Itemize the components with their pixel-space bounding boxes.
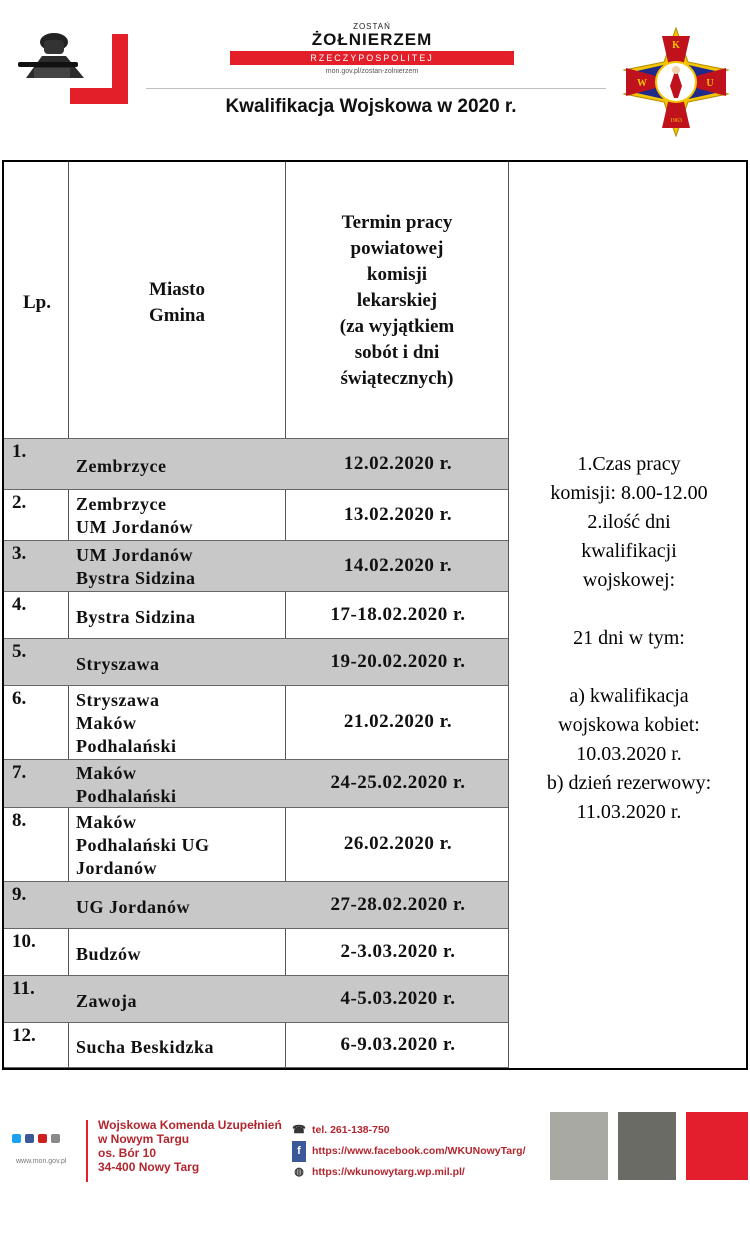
- column-divider: [508, 162, 509, 1068]
- banner-red-bar: RZECZYPOSPOLITEJ: [230, 51, 514, 65]
- row-city-line: Budzów: [76, 944, 142, 964]
- row-number: 1.: [12, 441, 27, 462]
- row-city: [76, 544, 286, 590]
- header-divider: [146, 88, 606, 89]
- phone-icon: ☎: [292, 1124, 306, 1136]
- row-number: 12.: [12, 1025, 36, 1046]
- row-date: 26.02.2020 r.: [343, 833, 453, 854]
- row-date: 19-20.02.2020 r.: [330, 650, 466, 672]
- row-number: 3.: [12, 543, 27, 564]
- row-number: 6.: [12, 688, 27, 709]
- row-date: 14.02.2020 r.: [343, 554, 453, 576]
- row-city-line: Maków: [76, 811, 137, 832]
- row-city: [76, 493, 286, 539]
- table-row: [4, 439, 508, 490]
- note-line: b) dzień rezerwowy:: [546, 772, 712, 794]
- phone-contact: [292, 1120, 526, 1141]
- zostan-zolnierzem-banner: [230, 22, 514, 86]
- row-city: [76, 606, 286, 629]
- emblem-letter-u: U: [706, 78, 714, 89]
- table-row: [4, 541, 508, 592]
- soldier-icon: [14, 28, 94, 88]
- table-row: [4, 808, 508, 882]
- row-city-line: Stryszawa: [76, 654, 160, 674]
- note-line: komisji: 8.00-12.00: [550, 482, 708, 504]
- row-city: [76, 653, 286, 676]
- row-city-line: Zembrzyce: [76, 493, 167, 514]
- address-line: 34-400 Nowy Targ: [98, 1160, 200, 1174]
- row-city-line: UM Jordanów: [76, 516, 193, 537]
- note-line: wojskowej:: [582, 569, 676, 591]
- banner-big-text: ŻOŁNIERZEM: [311, 30, 433, 49]
- mon-url: www.mon.gov.pl: [16, 1158, 67, 1165]
- address-line: os. Bór 10: [98, 1146, 157, 1160]
- row-number: 2.: [12, 492, 27, 513]
- note-line: 1.Czas pracy: [577, 453, 681, 475]
- facebook-contact[interactable]: [292, 1141, 526, 1162]
- color-square-light-gray: [550, 1112, 608, 1180]
- row-city-line: Bystra Sidzina: [76, 607, 196, 627]
- header-term-line: lekarskiej: [356, 290, 438, 311]
- footer-address: [98, 1118, 282, 1174]
- header-lp: Lp.: [23, 292, 51, 313]
- globe-icon: ◍: [294, 1166, 304, 1178]
- row-city-line: Zawoja: [76, 991, 137, 1011]
- row-date: 27-28.02.2020 r.: [330, 893, 466, 915]
- row-city: [76, 689, 286, 758]
- row-city-line: Sucha Beskidzka: [76, 1037, 215, 1057]
- note-spacer: [510, 653, 748, 682]
- row-city: [76, 455, 286, 478]
- row-city-line: Zembrzyce: [76, 456, 167, 476]
- note-line: 21 dni w tym:: [573, 627, 685, 649]
- soldier-logo: [14, 28, 128, 104]
- row-date: 6-9.03.2020 r.: [340, 1033, 456, 1055]
- row-city: [76, 811, 286, 880]
- website-contact[interactable]: [292, 1162, 526, 1183]
- flickr-icon: [51, 1134, 60, 1143]
- row-city-line: Podhalański UG: [76, 834, 210, 855]
- facebook-icon: [25, 1134, 34, 1143]
- website-link[interactable]: https://wkunowytarg.wp.mil.pl/: [312, 1166, 465, 1178]
- color-square-dark-gray: [618, 1112, 676, 1180]
- table-row: [4, 592, 508, 639]
- row-number: 11.: [12, 978, 35, 999]
- facebook-link[interactable]: https://www.facebook.com/WKUNowyTarg/: [312, 1145, 526, 1157]
- header-city-line: Gmina: [149, 305, 205, 326]
- table-row: [4, 686, 508, 760]
- footer-contacts: [292, 1120, 526, 1183]
- header-term-line: Termin pracy: [341, 212, 453, 233]
- row-city-line: UM Jordanów: [76, 544, 193, 565]
- header-term-line: świątecznych): [340, 368, 454, 389]
- table-row: [4, 976, 508, 1023]
- table-row: [4, 882, 508, 929]
- page-footer: [0, 1100, 750, 1190]
- row-city: [76, 1036, 286, 1059]
- note-line: kwalifikacji: [581, 540, 677, 562]
- row-city-line: Maków: [76, 712, 137, 733]
- phone-text: tel. 261-138-750: [312, 1124, 390, 1136]
- social-icons: [12, 1130, 64, 1148]
- address-line: w Nowym Targu: [98, 1132, 190, 1146]
- emblem-letter-k: K: [672, 40, 680, 51]
- row-number: 4.: [12, 594, 27, 615]
- note-line: a) kwalifikacja: [569, 685, 689, 707]
- row-date: 12.02.2020 r.: [343, 452, 453, 474]
- schedule-table: [2, 160, 748, 1070]
- youtube-icon: [38, 1134, 47, 1143]
- header-term: [287, 210, 507, 392]
- row-city-line: Podhalański: [76, 735, 177, 756]
- row-city-line: Maków: [76, 763, 137, 783]
- row-number: 9.: [12, 884, 27, 905]
- wku-emblem-icon: [620, 26, 732, 138]
- note-line: wojskowa kobiet:: [558, 714, 700, 736]
- notes-cell: [510, 450, 748, 827]
- row-city-line: Stryszawa: [76, 689, 160, 710]
- banner-small-text: ZOSTAŃ: [353, 22, 391, 31]
- row-date: 2-3.03.2020 r.: [340, 940, 456, 962]
- row-date: 17-18.02.2020 r.: [330, 603, 466, 625]
- row-city-line: Podhalański: [76, 786, 177, 806]
- footer-divider: [86, 1120, 88, 1182]
- header-term-line: powiatowej: [350, 238, 444, 259]
- note-line: 2.ilość dni: [587, 511, 671, 533]
- row-city: [76, 943, 286, 966]
- row-city: [76, 896, 286, 919]
- table-row: [4, 639, 508, 686]
- row-number: 7.: [12, 762, 27, 783]
- facebook-icon: f: [292, 1141, 306, 1162]
- header-city-line: Miasto: [149, 279, 205, 300]
- page-header: [0, 0, 750, 150]
- row-date: 21.02.2020 r.: [343, 711, 453, 732]
- header-term-line: sobót i dni: [354, 342, 440, 363]
- note-line: 10.03.2020 r.: [576, 743, 682, 765]
- header-city: [70, 277, 284, 329]
- row-city-line: Jordanów: [76, 857, 158, 878]
- color-square-red: [686, 1112, 748, 1180]
- row-date: 13.02.2020 r.: [343, 503, 453, 525]
- page-title: Kwalifikacja Wojskowa w 2020 r.: [225, 96, 517, 117]
- table-row: [4, 490, 508, 541]
- table-row: [4, 929, 508, 976]
- note-spacer: [510, 595, 748, 624]
- note-line: 11.03.2020 r.: [576, 801, 682, 823]
- table-row: [4, 760, 508, 808]
- row-city: [76, 990, 286, 1013]
- header-term-line: (za wyjątkiem: [339, 316, 455, 337]
- row-city-line: UG Jordanów: [76, 897, 191, 917]
- twitter-icon: [12, 1134, 21, 1143]
- banner-url: mon.gov.pl/zostan-zolnierzem: [325, 68, 419, 75]
- table-row: [4, 1023, 508, 1068]
- row-city-line: Bystra Sidzina: [76, 567, 196, 588]
- row-number: 8.: [12, 810, 27, 831]
- row-number: 10.: [12, 931, 36, 952]
- emblem-letter-w: W: [637, 78, 647, 89]
- address-line: Wojskowa Komenda Uzupełnień: [98, 1118, 282, 1132]
- row-city: [76, 762, 286, 808]
- row-number: 5.: [12, 641, 27, 662]
- emblem-year: 1963: [670, 118, 682, 124]
- header-term-line: komisji: [366, 264, 428, 285]
- row-date: 24-25.02.2020 r.: [330, 772, 466, 793]
- row-date: 4-5.03.2020 r.: [340, 987, 456, 1009]
